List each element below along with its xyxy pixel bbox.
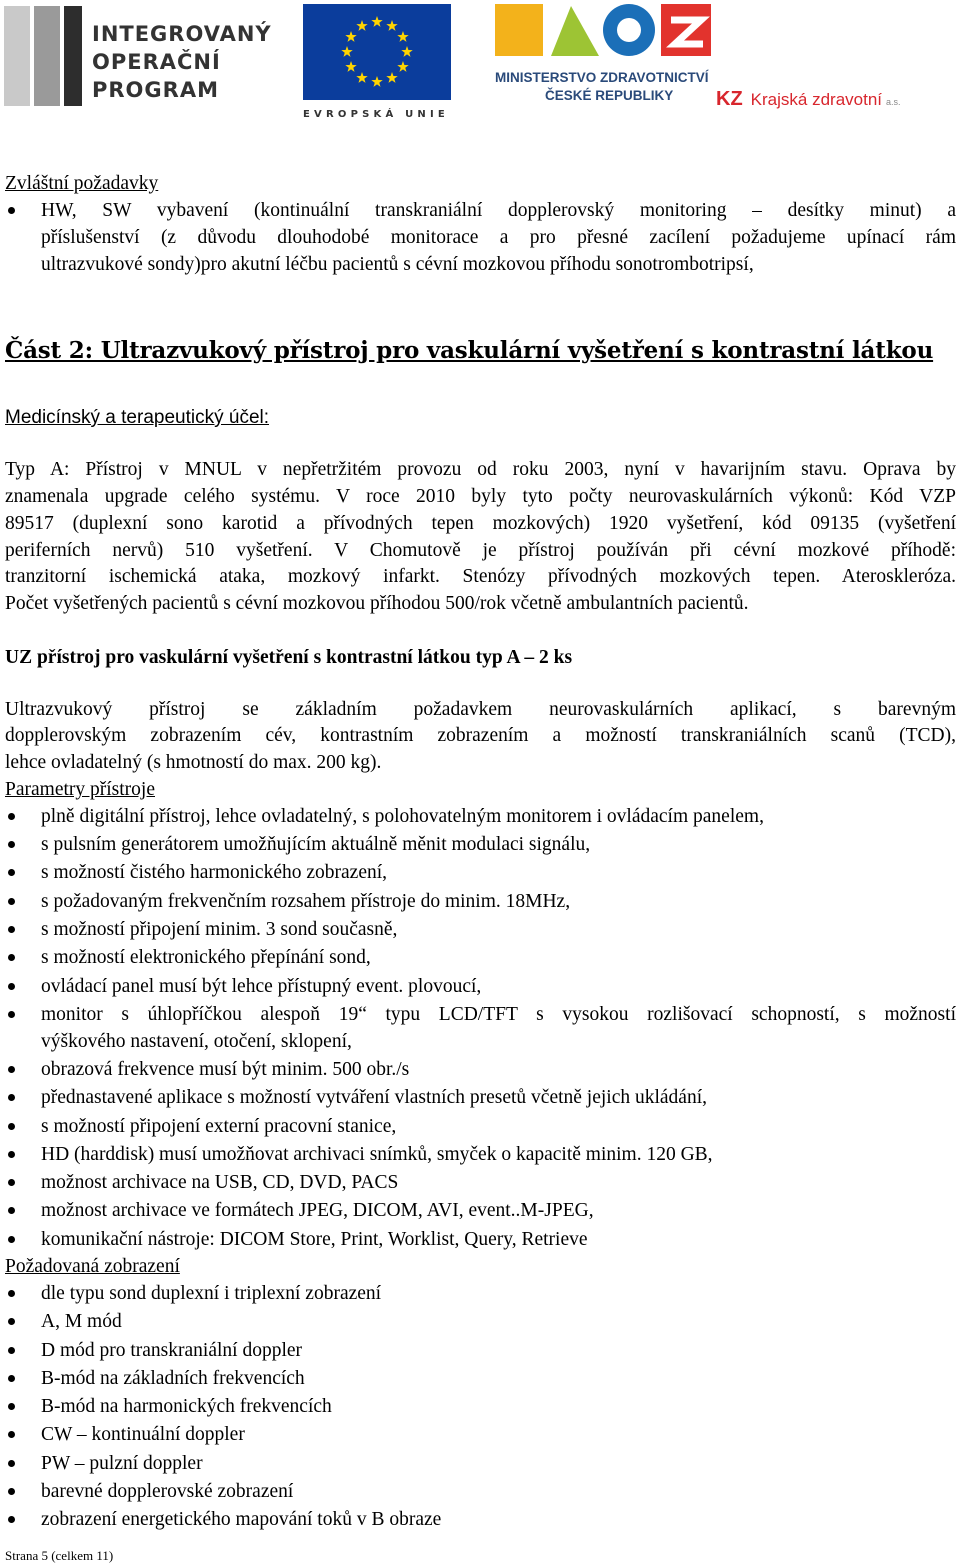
bullet-dot-icon (8, 983, 15, 990)
mz-line-1: MINISTERSTVO ZDRAVOTNICTVÍ (495, 70, 709, 85)
bullet-dot-icon (8, 869, 15, 876)
bullet-dot-icon (8, 1431, 15, 1438)
mz-text (495, 69, 725, 105)
part-2-title: Část 2: Ultrazvukový přístroj pro vaskulární vyšetření s kontrastní látkou (5, 337, 934, 364)
special-line-1: HW, SW vybavení (kontinuální transkraniální dopplerovský monitoring – desítky minut) a (41, 200, 956, 221)
purpose-line-5: tranzitorní ischemická ataka, mozkový infarkt. Stenózy přívodných mozkových tepen. Ateroskleróza. (5, 566, 956, 587)
kz-text: Krajská zdravotní (750, 90, 883, 109)
iop-logo-mark (4, 6, 88, 106)
iop-line-2: OPERAČNÍ (92, 50, 221, 74)
bullet-dot-icon (8, 841, 15, 848)
mz-line-2: ČESKÉ REPUBLIKY (545, 88, 674, 103)
purpose-line-3: 89517 (duplexní sono karotid a přívodných tepen mozkových) 1920 vyšetření, kód 09135 (vyšetření (5, 513, 956, 534)
iop-line-3: PROGRAM (92, 78, 219, 102)
bullet-dot-icon (8, 1375, 15, 1382)
bullet-dot-icon (8, 207, 15, 214)
bullet-dot-icon (8, 1094, 15, 1101)
bullet-dot-icon (8, 1403, 15, 1410)
logo-eu (303, 4, 451, 119)
device-line-1: Ultrazvukový přístroj se základním požadavkem neurovaskulárních aplikací, s barevným (5, 699, 956, 720)
bullet-dot-icon (8, 1347, 15, 1354)
special-line-3: ultrazvukové sondy)pro akutní léčbu pacientů s cévní mozkovou příhodu sonotrombotripsí, (41, 254, 754, 275)
iop-line-1: INTEGROVANÝ (92, 22, 272, 46)
bullet-dot-icon (8, 1318, 15, 1325)
bullet-dot-icon (8, 1460, 15, 1467)
logo-krajska-zdravotni (716, 88, 906, 116)
displays-heading: Požadovaná zobrazení (5, 1256, 180, 1277)
purpose-line-2: znamenala upgrade celého systému. V roce 2010 byly tyto počty neurovaskulárních výkonů: Kód VZP (5, 486, 956, 507)
special-line-2: příslušenství (z důvodu dlouhodobé monitorace a pro přesné zacílení požadujeme upínací rám (41, 227, 956, 248)
bullet-dot-icon (8, 954, 15, 961)
list-item-text: monitor s úhlopříčkou alespoň 19“ typu LCD/TFT s vysokou rozlišovací schopností, s možností (41, 1004, 956, 1025)
purpose-line-1: Typ A: Přístroj v MNUL v nepřetržitém provozu od roku 2003, nyní v havarijním stavu. Oprava by (5, 459, 956, 480)
bullet-dot-icon (8, 1011, 15, 1018)
bullet-dot-icon (8, 1488, 15, 1495)
params-heading: Parametry přístroje (5, 779, 155, 800)
eu-caption: EVROPSKÁ UNIE (303, 109, 449, 120)
logo-ministerstvo-zdravotnictvi (495, 0, 725, 110)
logo-integrovany-operacni-program (4, 6, 272, 106)
bullet-dot-icon (8, 898, 15, 905)
bullet-dot-icon (8, 1236, 15, 1243)
bullet-dot-icon (8, 1151, 15, 1158)
kz-mark-icon: KZ (716, 88, 743, 110)
mz-logo-mark (495, 0, 715, 62)
bullet-dot-icon (8, 1066, 15, 1073)
list-item-continuation: výškového nastavení, otočení, sklopení, (41, 1031, 352, 1052)
bullet-dot-icon (8, 1207, 15, 1214)
bullet-dot-icon (8, 1290, 15, 1297)
kz-suffix: a.s. (886, 97, 901, 107)
device-heading: UZ přístroj pro vaskulární vyšetření s kontrastní látkou typ A – 2 ks (5, 647, 573, 668)
bullet-dot-icon (8, 926, 15, 933)
device-line-3: lehce ovladatelný (s hmotností do max. 200 kg). (5, 752, 382, 773)
page-footer: Strana 5 (celkem 11) (5, 1548, 114, 1563)
eu-flag-icon (303, 4, 451, 100)
bullet-dot-icon (8, 813, 15, 820)
bullet-dot-icon (8, 1179, 15, 1186)
bullet-dot-icon (8, 1516, 15, 1523)
bullet-dot-icon (8, 1123, 15, 1130)
device-line-2: dopplerovským zobrazením cév, kontrastním zobrazením a možností transkraniálních scanů (TCD), (5, 725, 956, 746)
iop-logo-text (92, 20, 272, 104)
special-heading: Zvláštní požadavky (5, 173, 159, 194)
purpose-line-4: periferních nervů) 510 vyšetření. V Chomutově je přístroj používán při cévní mozkové příhodě: (5, 540, 956, 561)
purpose-heading: Medicínský a terapeutický účel: (5, 407, 270, 428)
purpose-line-6: Počet vyšetřených pacientů s cévní mozkovou příhodou 500/rok včetně ambulantních pacientů. (5, 593, 749, 614)
special-bullet (0, 197, 960, 278)
